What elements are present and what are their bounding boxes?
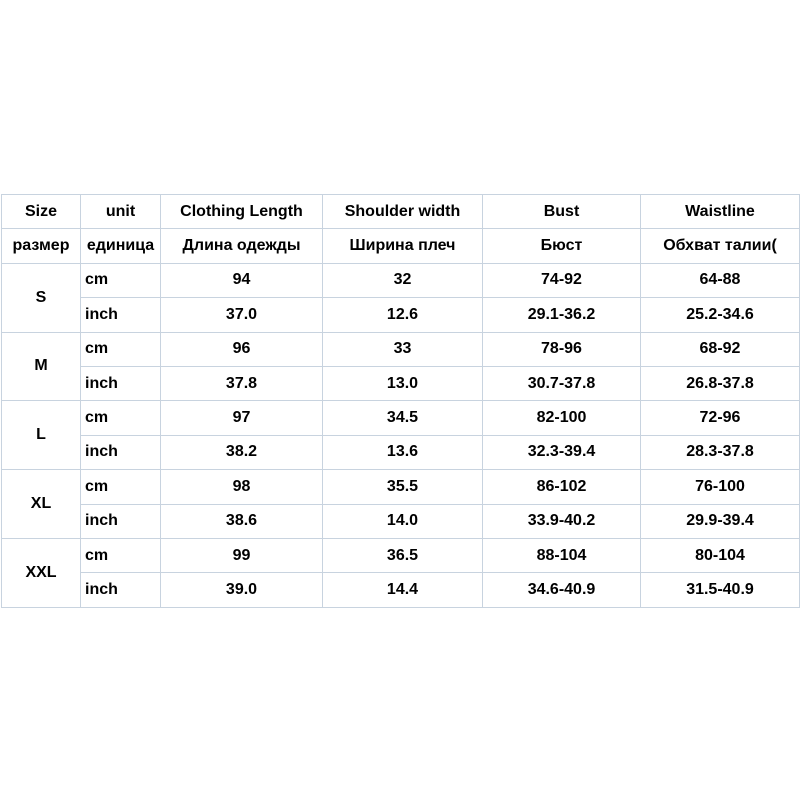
header-unit: unit <box>81 195 161 229</box>
unit-cell: cm <box>81 332 161 366</box>
table-row <box>2 332 800 366</box>
table-row <box>2 298 800 332</box>
shoulder-width-cell: 14.0 <box>323 504 483 538</box>
clothing-length-cell: 39.0 <box>161 573 323 607</box>
shoulder-width-cell: 12.6 <box>323 298 483 332</box>
header-waistline: Waistline <box>641 195 800 229</box>
clothing-length-cell: 38.2 <box>161 435 323 469</box>
unit-cell: inch <box>81 573 161 607</box>
header-shoulder-width-ru: Ширина плеч <box>323 229 483 263</box>
clothing-length-cell: 98 <box>161 470 323 504</box>
table-row <box>2 263 800 297</box>
table-row <box>2 366 800 400</box>
size-chart-table <box>1 194 800 608</box>
waistline-cell: 64-88 <box>641 263 800 297</box>
waistline-cell: 80-104 <box>641 538 800 572</box>
size-label: M <box>2 332 81 401</box>
unit-cell: inch <box>81 298 161 332</box>
unit-cell: cm <box>81 538 161 572</box>
unit-cell: inch <box>81 504 161 538</box>
table-row <box>2 504 800 538</box>
size-label: XXL <box>2 538 81 607</box>
shoulder-width-cell: 36.5 <box>323 538 483 572</box>
bust-cell: 34.6-40.9 <box>483 573 641 607</box>
clothing-length-cell: 38.6 <box>161 504 323 538</box>
size-label: L <box>2 401 81 470</box>
table-row <box>2 401 800 435</box>
bust-cell: 82-100 <box>483 401 641 435</box>
header-row-en <box>2 195 800 229</box>
header-bust: Bust <box>483 195 641 229</box>
waistline-cell: 76-100 <box>641 470 800 504</box>
bust-cell: 33.9-40.2 <box>483 504 641 538</box>
waistline-cell: 25.2-34.6 <box>641 298 800 332</box>
shoulder-width-cell: 33 <box>323 332 483 366</box>
clothing-length-cell: 37.0 <box>161 298 323 332</box>
shoulder-width-cell: 13.6 <box>323 435 483 469</box>
unit-cell: cm <box>81 263 161 297</box>
size-label: S <box>2 263 81 332</box>
shoulder-width-cell: 34.5 <box>323 401 483 435</box>
table-row <box>2 538 800 572</box>
unit-cell: cm <box>81 401 161 435</box>
header-shoulder-width: Shoulder width <box>323 195 483 229</box>
clothing-length-cell: 37.8 <box>161 366 323 400</box>
waistline-cell: 72-96 <box>641 401 800 435</box>
shoulder-width-cell: 13.0 <box>323 366 483 400</box>
header-clothing-length: Clothing Length <box>161 195 323 229</box>
header-clothing-length-ru: Длина одежды <box>161 229 323 263</box>
table-row <box>2 470 800 504</box>
header-row-ru <box>2 229 800 263</box>
waistline-cell: 68-92 <box>641 332 800 366</box>
header-size: Size <box>2 195 81 229</box>
unit-cell: inch <box>81 435 161 469</box>
clothing-length-cell: 97 <box>161 401 323 435</box>
shoulder-width-cell: 14.4 <box>323 573 483 607</box>
bust-cell: 78-96 <box>483 332 641 366</box>
table-row <box>2 573 800 607</box>
bust-cell: 30.7-37.8 <box>483 366 641 400</box>
bust-cell: 29.1-36.2 <box>483 298 641 332</box>
shoulder-width-cell: 35.5 <box>323 470 483 504</box>
clothing-length-cell: 99 <box>161 538 323 572</box>
header-bust-ru: Бюст <box>483 229 641 263</box>
unit-cell: inch <box>81 366 161 400</box>
bust-cell: 88-104 <box>483 538 641 572</box>
shoulder-width-cell: 32 <box>323 263 483 297</box>
bust-cell: 74-92 <box>483 263 641 297</box>
waistline-cell: 26.8-37.8 <box>641 366 800 400</box>
unit-cell: cm <box>81 470 161 504</box>
bust-cell: 32.3-39.4 <box>483 435 641 469</box>
header-unit-ru: единица <box>81 229 161 263</box>
header-size-ru: размер <box>2 229 81 263</box>
clothing-length-cell: 96 <box>161 332 323 366</box>
table-row <box>2 435 800 469</box>
waistline-cell: 29.9-39.4 <box>641 504 800 538</box>
size-label: XL <box>2 470 81 539</box>
clothing-length-cell: 94 <box>161 263 323 297</box>
bust-cell: 86-102 <box>483 470 641 504</box>
waistline-cell: 28.3-37.8 <box>641 435 800 469</box>
header-waistline-ru: Обхват талии( <box>641 229 800 263</box>
waistline-cell: 31.5-40.9 <box>641 573 800 607</box>
